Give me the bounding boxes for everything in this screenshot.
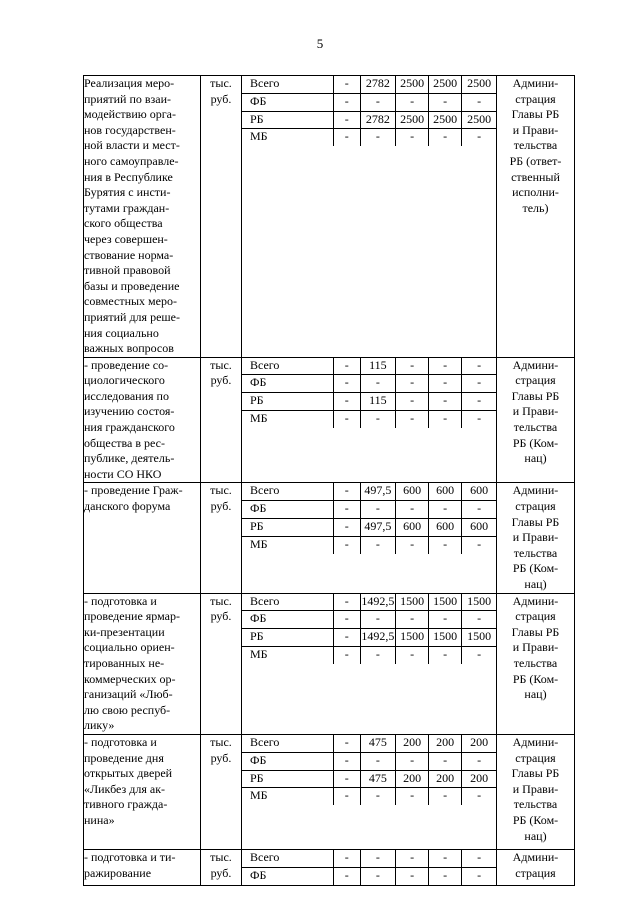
executor-line: страция bbox=[515, 750, 556, 765]
description-line: исследования по bbox=[84, 388, 169, 403]
description-line: тивной правовой bbox=[84, 263, 171, 278]
funding-value: 200 bbox=[462, 735, 496, 752]
funding-source-label: МБ bbox=[250, 646, 268, 661]
funding-value: - bbox=[396, 393, 429, 411]
funding-value: 600 bbox=[396, 483, 429, 500]
funding-value: - bbox=[462, 536, 496, 553]
executor-line: тель) bbox=[522, 200, 549, 215]
funding-value: - bbox=[360, 93, 396, 111]
funding-source-label: Всего bbox=[242, 850, 333, 867]
description-line: - подготовка и ти- bbox=[84, 849, 176, 864]
funding-source-label: ФБ bbox=[242, 501, 333, 519]
unit-cell: тыс. руб. bbox=[201, 76, 242, 358]
funding-source-row bbox=[242, 594, 496, 611]
funding-source-row bbox=[242, 93, 496, 111]
funding-value: - bbox=[429, 646, 462, 663]
description-line: «Ликбез для ак- bbox=[84, 781, 166, 796]
funding-value: - bbox=[462, 358, 496, 375]
funding-value: - bbox=[396, 93, 429, 111]
funding-source-label: РБ bbox=[242, 770, 333, 788]
funding-value: - bbox=[396, 536, 429, 553]
funding-value: - bbox=[429, 611, 462, 629]
description-line: лику» bbox=[84, 718, 115, 733]
executor-line: Админи- bbox=[512, 483, 559, 498]
executor-line: Главы РБ bbox=[511, 766, 560, 781]
funding-value: - bbox=[360, 501, 396, 519]
funding-value: - bbox=[396, 788, 429, 805]
description-line: ки-презентации bbox=[84, 624, 165, 639]
funding-value: - bbox=[333, 770, 360, 788]
funding-value: - bbox=[462, 93, 496, 111]
funding-value: - bbox=[333, 519, 360, 537]
funding-source-label: Всего bbox=[242, 76, 333, 93]
description-line: тированных не- bbox=[84, 655, 165, 670]
executor-line: Админи- bbox=[512, 849, 559, 864]
description-line: социально ориен- bbox=[84, 640, 175, 655]
funding-value: 497,5 bbox=[360, 483, 396, 500]
executor-line: страция bbox=[515, 91, 556, 106]
activity-description bbox=[84, 734, 201, 849]
funding-value: 200 bbox=[396, 770, 429, 788]
funding-value: - bbox=[360, 375, 396, 393]
executor-line: тельства bbox=[513, 655, 558, 670]
funding-value: 475 bbox=[360, 735, 396, 752]
executor-cell bbox=[497, 76, 575, 358]
funding-source-row bbox=[242, 735, 496, 752]
funding-source-row bbox=[242, 111, 496, 129]
funding-source-row bbox=[242, 752, 496, 770]
funding-value: - bbox=[360, 867, 396, 884]
executor-cell bbox=[497, 849, 575, 885]
funding-value: - bbox=[333, 393, 360, 411]
funding-source-row bbox=[242, 770, 496, 788]
description-line: ного самоуправле- bbox=[84, 153, 179, 168]
funding-value: 1492,5 bbox=[360, 629, 396, 647]
funding-value: 1500 bbox=[396, 629, 429, 647]
funding-value: - bbox=[429, 752, 462, 770]
unit-cell: тыс. руб. bbox=[201, 357, 242, 483]
funding-value: - bbox=[429, 93, 462, 111]
unit-cell: тыс. руб. bbox=[201, 593, 242, 734]
funding-value: - bbox=[429, 358, 462, 375]
funding-value: - bbox=[333, 93, 360, 111]
funding-value: - bbox=[333, 735, 360, 752]
funding-value: - bbox=[333, 501, 360, 519]
executor-line: страция bbox=[515, 373, 556, 388]
description-line: через совершен- bbox=[84, 231, 168, 246]
funding-value: 600 bbox=[462, 483, 496, 500]
description-line: коммерческих ор- bbox=[84, 671, 176, 686]
funding-value: 200 bbox=[429, 770, 462, 788]
funding-source-label: РБ bbox=[242, 111, 333, 129]
funding-value: 600 bbox=[429, 483, 462, 500]
funding-source-label: Всего bbox=[242, 594, 333, 611]
description-line: проведение дня bbox=[84, 750, 164, 765]
executor-line: Админи- bbox=[512, 76, 559, 90]
activity-row bbox=[84, 357, 575, 483]
funding-source-label: МБ bbox=[250, 536, 268, 551]
activity-description bbox=[84, 76, 201, 358]
funding-source-row bbox=[242, 867, 496, 884]
funding-source-label: ФБ bbox=[242, 93, 333, 111]
funding-value: - bbox=[396, 375, 429, 393]
funding-value: 2500 bbox=[462, 111, 496, 129]
funding-value: - bbox=[462, 646, 496, 663]
funding-value: - bbox=[429, 411, 462, 428]
funding-value: - bbox=[462, 411, 496, 428]
funding-source-row bbox=[242, 483, 496, 500]
executor-cell bbox=[497, 357, 575, 483]
funding-value: - bbox=[396, 867, 429, 884]
funding-value: 1500 bbox=[462, 629, 496, 647]
funding-value: 1500 bbox=[429, 629, 462, 647]
description-line: ражирование bbox=[84, 865, 152, 880]
funding-value: 200 bbox=[396, 735, 429, 752]
funding-value: - bbox=[333, 629, 360, 647]
funding-breakdown bbox=[242, 483, 497, 593]
funding-source-row bbox=[242, 788, 496, 805]
funding-value: 2782 bbox=[360, 76, 396, 93]
funding-value: - bbox=[429, 850, 462, 867]
executor-line: Главы РБ bbox=[511, 388, 560, 403]
funding-source-row bbox=[242, 629, 496, 647]
executor-line: Админи- bbox=[512, 357, 559, 372]
executor-line: РБ (ответ- bbox=[509, 153, 562, 168]
executor-line: Главы РБ bbox=[511, 624, 560, 639]
funding-value: - bbox=[333, 375, 360, 393]
activity-description bbox=[84, 593, 201, 734]
funding-source-label: МБ bbox=[250, 788, 268, 803]
funding-value: - bbox=[333, 358, 360, 375]
description-line: совместных меро- bbox=[84, 294, 177, 309]
description-line: тивного граждa- bbox=[84, 797, 168, 812]
funding-value: 600 bbox=[429, 519, 462, 537]
description-line: - проведение Граж- bbox=[84, 483, 183, 498]
executor-line: ственный bbox=[511, 169, 560, 184]
executor-line: тельства bbox=[513, 545, 558, 560]
funding-value: - bbox=[462, 375, 496, 393]
funding-value: 2500 bbox=[396, 111, 429, 129]
description-line: ствование норма- bbox=[84, 247, 174, 262]
funding-value: 115 bbox=[360, 358, 396, 375]
description-line: базы и проведение bbox=[84, 278, 180, 293]
page-number: 5 bbox=[316, 36, 324, 51]
executor-line: и Прави- bbox=[512, 122, 559, 137]
description-line: ния в Республике bbox=[84, 169, 173, 184]
executor-line: страция bbox=[515, 499, 556, 514]
description-line: проведение ярмар- bbox=[84, 609, 180, 624]
funding-source-label: РБ bbox=[242, 393, 333, 411]
funding-value: - bbox=[360, 611, 396, 629]
funding-source-label: Всего bbox=[242, 735, 333, 752]
description-line: публике, деятель- bbox=[84, 451, 175, 466]
funding-value: - bbox=[396, 358, 429, 375]
description-line: важных вопросов bbox=[84, 341, 174, 356]
funding-value: - bbox=[360, 411, 396, 428]
activity-row bbox=[84, 849, 575, 885]
description-line: ния гражданского bbox=[84, 420, 175, 435]
executor-line: и Прави- bbox=[512, 530, 559, 545]
funding-value: - bbox=[333, 850, 360, 867]
funding-breakdown bbox=[242, 76, 497, 358]
unit-cell: тыс. руб. bbox=[201, 849, 242, 885]
funding-value: 1492,5 bbox=[360, 594, 396, 611]
funding-value: 600 bbox=[396, 519, 429, 537]
activity-row bbox=[84, 734, 575, 849]
funding-value: 475 bbox=[360, 770, 396, 788]
funding-value: 2500 bbox=[462, 76, 496, 93]
funding-value: 115 bbox=[360, 393, 396, 411]
executor-line: Главы РБ bbox=[511, 514, 560, 529]
activity-description bbox=[84, 849, 201, 885]
executor-line: нац) bbox=[524, 451, 547, 466]
description-line: лю свою респуб- bbox=[84, 702, 171, 717]
funding-source-row bbox=[242, 611, 496, 629]
executor-line: нац) bbox=[524, 577, 547, 591]
description-line: нина» bbox=[84, 812, 115, 827]
funding-source-row bbox=[242, 646, 496, 663]
description-line: модействию орга- bbox=[84, 107, 176, 122]
executor-line: нац) bbox=[524, 828, 547, 843]
funding-value: 200 bbox=[429, 735, 462, 752]
executor-line: исполни- bbox=[512, 185, 559, 200]
description-line: изучению состоя- bbox=[84, 404, 175, 419]
funding-value: - bbox=[429, 867, 462, 884]
funding-value: - bbox=[396, 129, 429, 146]
funding-value: - bbox=[462, 129, 496, 146]
funding-value: - bbox=[360, 850, 396, 867]
activity-row bbox=[84, 483, 575, 593]
executor-line: РБ (Ком- bbox=[512, 561, 559, 576]
funding-value: - bbox=[333, 411, 360, 428]
funding-value: 600 bbox=[462, 519, 496, 537]
activity-row bbox=[84, 593, 575, 734]
funding-value: - bbox=[462, 501, 496, 519]
activity-description bbox=[84, 357, 201, 483]
funding-source-row bbox=[242, 501, 496, 519]
funding-breakdown bbox=[242, 734, 497, 849]
funding-value: - bbox=[360, 788, 396, 805]
executor-line: Админи- bbox=[512, 593, 559, 608]
funding-source-row bbox=[242, 850, 496, 867]
description-line: нов государствен- bbox=[84, 122, 176, 137]
funding-value: 1500 bbox=[396, 594, 429, 611]
funding-source-label: Всего bbox=[242, 358, 333, 375]
funding-source-label: Всего bbox=[242, 483, 333, 500]
funding-source-row bbox=[242, 536, 496, 553]
activity-description bbox=[84, 483, 201, 593]
funding-source-label: ФБ bbox=[242, 611, 333, 629]
funding-value: 2500 bbox=[429, 76, 462, 93]
funding-value: - bbox=[396, 611, 429, 629]
funding-value: - bbox=[462, 393, 496, 411]
funding-value: - bbox=[462, 788, 496, 805]
funding-value: - bbox=[429, 501, 462, 519]
funding-value: 497,5 bbox=[360, 519, 396, 537]
description-line: открытых дверей bbox=[84, 766, 173, 781]
executor-line: Админи- bbox=[512, 734, 559, 749]
executor-line: страция bbox=[515, 609, 556, 624]
funding-value: - bbox=[333, 867, 360, 884]
funding-value: 200 bbox=[462, 770, 496, 788]
description-line: данского форума bbox=[84, 499, 171, 514]
executor-line: и Прави- bbox=[512, 640, 559, 655]
funding-breakdown bbox=[242, 593, 497, 734]
description-line: общества в рес- bbox=[84, 435, 165, 450]
executor-line: Главы РБ bbox=[511, 107, 560, 122]
funding-value: - bbox=[396, 752, 429, 770]
executor-line: тельства bbox=[513, 138, 558, 153]
funding-source-row bbox=[242, 129, 496, 146]
funding-value: - bbox=[462, 867, 496, 884]
funding-value: 2500 bbox=[396, 76, 429, 93]
funding-value: - bbox=[462, 611, 496, 629]
description-line: Бурятия с инсти- bbox=[84, 185, 171, 200]
description-line: - подготовка и bbox=[84, 734, 157, 749]
funding-value: - bbox=[333, 752, 360, 770]
funding-value: - bbox=[333, 111, 360, 129]
funding-value: - bbox=[360, 536, 396, 553]
funding-breakdown bbox=[242, 849, 497, 885]
executor-line: тельства bbox=[513, 797, 558, 812]
funding-source-row bbox=[242, 393, 496, 411]
funding-breakdown bbox=[242, 357, 497, 483]
description-line: - подготовка и bbox=[84, 593, 157, 608]
description-line: ния социально bbox=[84, 325, 159, 340]
description-line: приятий для реше- bbox=[84, 309, 180, 324]
executor-cell bbox=[497, 483, 575, 593]
executor-line: страция bbox=[515, 865, 556, 880]
funding-source-row bbox=[242, 358, 496, 375]
executor-line: тельства bbox=[513, 420, 558, 435]
funding-value: - bbox=[396, 850, 429, 867]
funding-source-label: ФБ bbox=[242, 375, 333, 393]
funding-value: 2782 bbox=[360, 111, 396, 129]
unit-cell: тыс. руб. bbox=[201, 734, 242, 849]
funding-value: - bbox=[429, 375, 462, 393]
description-line: тутами граждан- bbox=[84, 200, 170, 215]
funding-source-label: ФБ bbox=[242, 752, 333, 770]
funding-value: - bbox=[333, 483, 360, 500]
executor-line: и Прави- bbox=[512, 404, 559, 419]
funding-value: - bbox=[462, 850, 496, 867]
funding-value: - bbox=[429, 393, 462, 411]
funding-source-row bbox=[242, 519, 496, 537]
funding-value: - bbox=[396, 411, 429, 428]
funding-table bbox=[83, 75, 575, 886]
funding-source-row bbox=[242, 411, 496, 428]
description-line: приятий по взаи- bbox=[84, 91, 172, 106]
funding-source-row bbox=[242, 76, 496, 93]
funding-value: - bbox=[333, 646, 360, 663]
funding-value: - bbox=[333, 788, 360, 805]
description-line: Реализация меро- bbox=[84, 76, 175, 90]
funding-value: - bbox=[396, 501, 429, 519]
funding-source-label: ФБ bbox=[250, 867, 267, 882]
description-line: ной власти и мест- bbox=[84, 138, 180, 153]
funding-source-label: МБ bbox=[250, 411, 268, 426]
funding-value: - bbox=[360, 129, 396, 146]
executor-cell bbox=[497, 593, 575, 734]
funding-value: - bbox=[429, 788, 462, 805]
executor-line: нац) bbox=[524, 687, 547, 702]
description-line: ности СО НКО bbox=[84, 466, 162, 481]
description-line: ского общества bbox=[84, 216, 163, 231]
activity-row bbox=[84, 76, 575, 358]
description-line: - проведение со- bbox=[84, 357, 169, 372]
funding-value: - bbox=[360, 752, 396, 770]
funding-value: - bbox=[360, 646, 396, 663]
description-line: ганизаций «Люб- bbox=[84, 687, 173, 702]
funding-value: 2500 bbox=[429, 111, 462, 129]
funding-value: - bbox=[333, 594, 360, 611]
funding-value: 1500 bbox=[462, 594, 496, 611]
funding-value: - bbox=[333, 611, 360, 629]
executor-line: РБ (Ком- bbox=[512, 812, 559, 827]
funding-value: - bbox=[333, 536, 360, 553]
funding-value: - bbox=[429, 536, 462, 553]
executor-line: РБ (Ком- bbox=[512, 435, 559, 450]
executor-cell bbox=[497, 734, 575, 849]
funding-source-label: РБ bbox=[242, 629, 333, 647]
funding-value: - bbox=[333, 76, 360, 93]
unit-cell: тыс. руб. bbox=[201, 483, 242, 593]
funding-source-label: МБ bbox=[250, 129, 268, 144]
funding-value: - bbox=[333, 129, 360, 146]
funding-value: 1500 bbox=[429, 594, 462, 611]
funding-source-label: РБ bbox=[242, 519, 333, 537]
funding-table-body bbox=[84, 76, 575, 886]
executor-line: и Прави- bbox=[512, 781, 559, 796]
description-line: циологического bbox=[84, 373, 165, 388]
funding-value: - bbox=[396, 646, 429, 663]
funding-value: - bbox=[462, 752, 496, 770]
funding-value: - bbox=[429, 129, 462, 146]
funding-source-row bbox=[242, 375, 496, 393]
executor-line: РБ (Ком- bbox=[512, 671, 559, 686]
